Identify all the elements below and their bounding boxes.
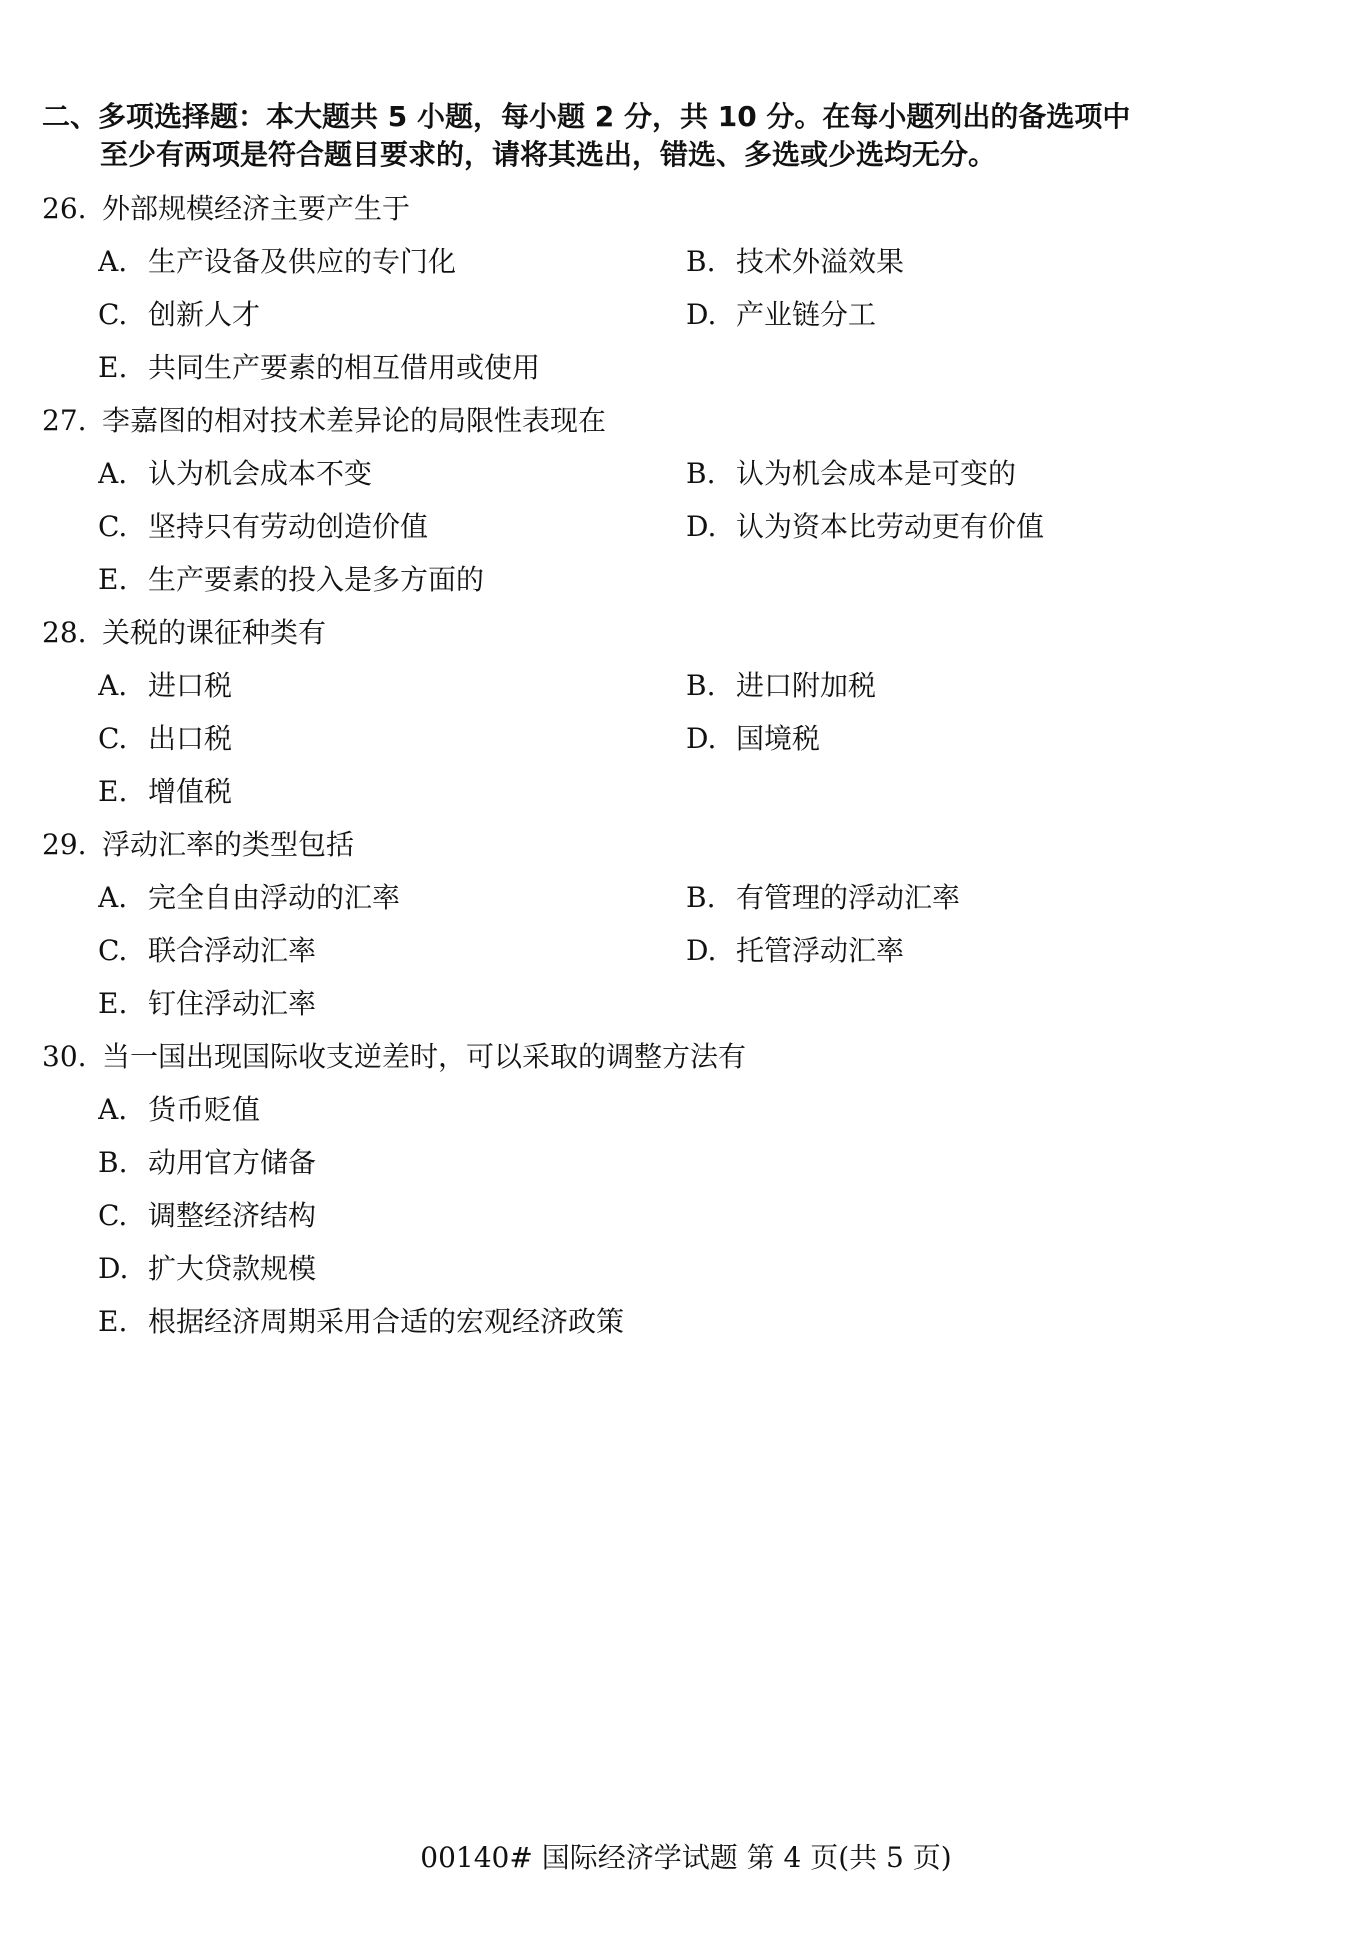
option-grid xyxy=(42,659,1332,818)
option-letter: D. xyxy=(98,1252,129,1285)
question-30 xyxy=(42,1030,1332,1348)
question-number: 28. xyxy=(42,616,87,649)
question-number: 30. xyxy=(42,1040,87,1073)
question-text: 外部规模经济主要产生于 xyxy=(102,192,411,225)
option-d xyxy=(686,712,1298,765)
option-text: 产业链分工 xyxy=(736,298,877,331)
question-number: 26. xyxy=(42,192,87,225)
option-b xyxy=(98,1136,1298,1189)
option-e xyxy=(98,341,686,394)
option-text: 技术外溢效果 xyxy=(736,245,905,278)
option-d xyxy=(98,1242,1298,1295)
option-a xyxy=(98,871,686,924)
option-d xyxy=(686,924,1298,977)
option-text: 认为机会成本是可变的 xyxy=(736,457,1017,490)
option-letter: C. xyxy=(98,722,128,755)
option-c xyxy=(98,288,686,341)
option-b xyxy=(686,659,1298,712)
option-text: 完全自由浮动的汇率 xyxy=(148,881,401,914)
option-letter: D. xyxy=(686,510,717,543)
option-text: 认为资本比劳动更有价值 xyxy=(736,510,1045,543)
option-letter: B. xyxy=(686,245,716,278)
option-b xyxy=(686,871,1298,924)
option-text: 坚持只有劳动创造价值 xyxy=(148,510,429,543)
option-c xyxy=(98,1189,1298,1242)
option-text: 创新人才 xyxy=(148,298,261,331)
option-text: 货币贬值 xyxy=(148,1093,261,1126)
question-28 xyxy=(42,606,1332,818)
question-stem xyxy=(42,394,1332,447)
option-text: 生产设备及供应的专门化 xyxy=(148,245,457,278)
page-footer: 00140# 国际经济学试题 第 4 页(共 5 页) xyxy=(420,1841,952,1874)
option-text: 共同生产要素的相互借用或使用 xyxy=(148,351,541,384)
option-letter: B. xyxy=(98,1146,128,1179)
question-27 xyxy=(42,394,1332,606)
option-text: 增值税 xyxy=(148,775,233,808)
option-letter: E. xyxy=(98,987,128,1020)
option-text: 动用官方储备 xyxy=(148,1146,317,1179)
option-text: 扩大贷款规模 xyxy=(148,1252,317,1285)
section-instructions-line1: 二、多项选择题：本大题共 5 小题，每小题 2 分，共 10 分。在每小题列出的备选项中 xyxy=(42,100,1131,133)
option-e xyxy=(98,1295,1298,1348)
section-instructions-line2: 至少有两项是符合题目要求的，请将其选出，错选、多选或少选均无分。 xyxy=(100,138,997,171)
option-b xyxy=(686,235,1298,288)
option-a xyxy=(98,1083,1298,1136)
option-a xyxy=(98,235,686,288)
option-text: 出口税 xyxy=(148,722,233,755)
option-letter: C. xyxy=(98,1199,128,1232)
option-letter: A. xyxy=(98,669,128,702)
option-letter: B. xyxy=(686,669,716,702)
option-a xyxy=(98,447,686,500)
option-letter: A. xyxy=(98,245,128,278)
option-letter: E. xyxy=(98,351,128,384)
option-letter: C. xyxy=(98,510,128,543)
option-text: 认为机会成本不变 xyxy=(148,457,373,490)
option-letter: C. xyxy=(98,298,128,331)
option-letter: E. xyxy=(98,563,128,596)
option-grid xyxy=(42,235,1332,394)
option-letter: C. xyxy=(98,934,128,967)
option-text: 调整经济结构 xyxy=(148,1199,317,1232)
option-letter: B. xyxy=(686,881,716,914)
option-grid xyxy=(42,447,1332,606)
option-grid xyxy=(42,871,1332,1030)
option-letter: B. xyxy=(686,457,716,490)
option-letter: A. xyxy=(98,881,128,914)
option-b xyxy=(686,447,1298,500)
option-text: 根据经济周期采用合适的宏观经济政策 xyxy=(148,1305,625,1338)
option-text: 钉住浮动汇率 xyxy=(148,987,317,1020)
option-list xyxy=(42,1083,1332,1348)
option-e xyxy=(98,977,686,1030)
question-26 xyxy=(42,182,1332,394)
option-letter: E. xyxy=(98,1305,128,1338)
question-number: 29. xyxy=(42,828,87,861)
option-e xyxy=(98,553,686,606)
option-text: 托管浮动汇率 xyxy=(736,934,905,967)
option-letter: A. xyxy=(98,457,128,490)
section-instructions xyxy=(42,98,1332,174)
question-stem xyxy=(42,1030,1332,1083)
option-e xyxy=(98,765,686,818)
option-text: 联合浮动汇率 xyxy=(148,934,317,967)
option-letter: D. xyxy=(686,722,717,755)
option-d xyxy=(686,500,1298,553)
question-number: 27. xyxy=(42,404,87,437)
question-stem xyxy=(42,182,1332,235)
option-letter: E. xyxy=(98,775,128,808)
question-list xyxy=(42,182,1332,1348)
option-a xyxy=(98,659,686,712)
question-text: 浮动汇率的类型包括 xyxy=(102,828,355,861)
question-29 xyxy=(42,818,1332,1030)
question-text: 李嘉图的相对技术差异论的局限性表现在 xyxy=(102,404,607,437)
option-c xyxy=(98,500,686,553)
option-text: 国境税 xyxy=(736,722,821,755)
question-text: 当一国出现国际收支逆差时，可以采取的调整方法有 xyxy=(102,1040,747,1073)
option-letter: D. xyxy=(686,298,717,331)
option-c xyxy=(98,924,686,977)
option-letter: A. xyxy=(98,1093,128,1126)
option-text: 生产要素的投入是多方面的 xyxy=(148,563,485,596)
option-text: 进口税 xyxy=(148,669,233,702)
question-stem xyxy=(42,818,1332,871)
option-c xyxy=(98,712,686,765)
option-text: 有管理的浮动汇率 xyxy=(736,881,961,914)
option-letter: D. xyxy=(686,934,717,967)
option-d xyxy=(686,288,1298,341)
question-stem xyxy=(42,606,1332,659)
option-text: 进口附加税 xyxy=(736,669,877,702)
question-text: 关税的课征种类有 xyxy=(102,616,327,649)
